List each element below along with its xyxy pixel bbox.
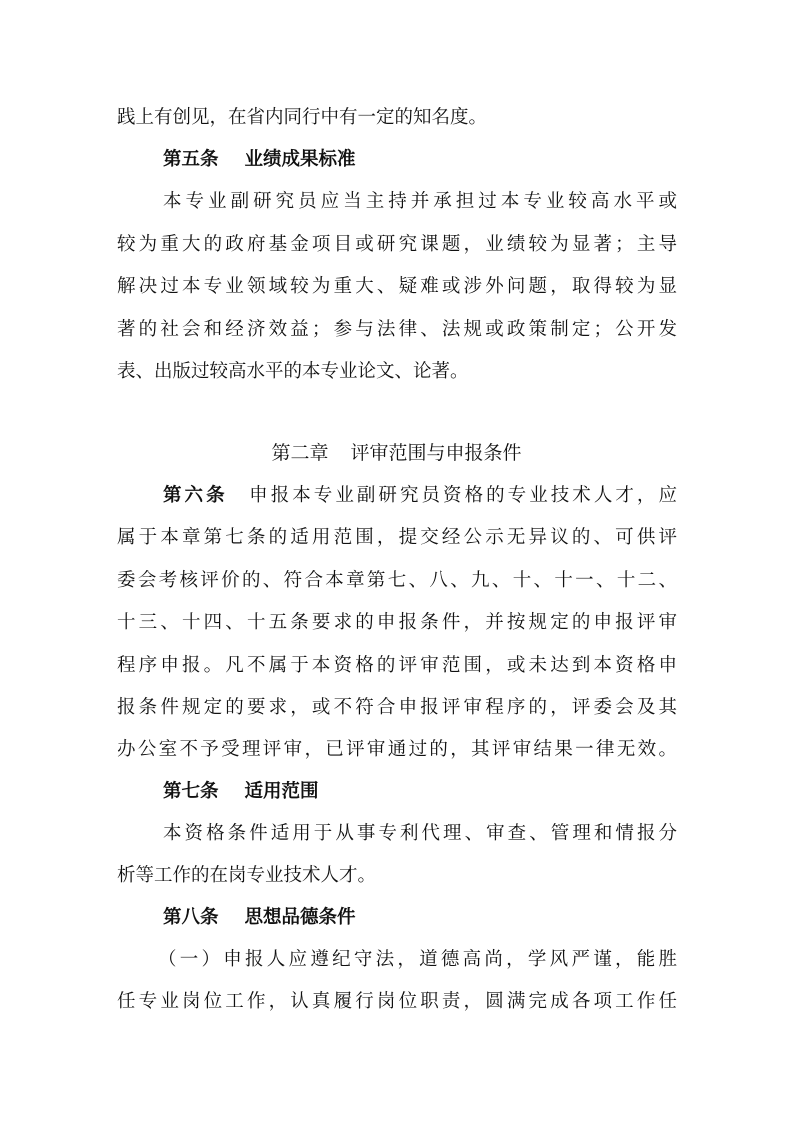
article-label: 第六条 (163, 485, 228, 506)
article-label: 第七条 (163, 781, 219, 802)
paragraph-line: 十三、十四、十五条要求的申报条件，并按规定的申报评审 (117, 612, 677, 633)
paragraph-line: 解决过本专业领域较为重大、疑难或涉外问题，取得较为显 (117, 276, 677, 297)
article-8-heading (163, 906, 356, 930)
article-label: 第五条 (163, 149, 219, 170)
chapter-label: 第二章 (271, 442, 329, 464)
paragraph-line: 析等工作的在岗专业技术人才。 (117, 865, 377, 886)
paragraph-line: 程序申报。凡不属于本资格的评审范围，或未达到本资格申 (117, 655, 677, 676)
paragraph-line: 著的社会和经济效益；参与法律、法规或政策制定；公开发 (117, 319, 677, 340)
chapter-heading (0, 441, 793, 465)
paragraph-line: 办公室不予受理评审，已评审通过的，其评审结果一律无效。 (117, 739, 677, 760)
paragraph-line: 践上有创见，在省内同行中有一定的知名度。 (117, 107, 488, 128)
paragraph-text: 申报本专业副研究员资格的专业技术人才，应 (249, 485, 677, 506)
chapter-title: 评审范围与申报条件 (350, 442, 522, 464)
article-5-heading (163, 148, 356, 172)
paragraph-line: （一）申报人应遵纪守法，道德高尚，学风严谨，能胜 (158, 949, 677, 970)
paragraph-line: 较为重大的政府基金项目或研究课题，业绩较为显著；主导 (117, 234, 677, 255)
article-label: 第八条 (163, 907, 219, 928)
article-title: 适用范围 (244, 781, 319, 802)
paragraph-line: 任专业岗位工作，认真履行岗位职责，圆满完成各项工作任 (117, 991, 677, 1012)
paragraph-line: 报条件规定的要求，或不符合申报评审程序的，评委会及其 (117, 697, 677, 718)
article-title: 思想品德条件 (244, 907, 356, 928)
paragraph-line: 本专业副研究员应当主持并承担过本专业较高水平或 (163, 191, 677, 212)
paragraph-line: 表、出版过较高水平的本专业论文、论著。 (117, 361, 469, 382)
article-6-first-line (163, 484, 677, 508)
paragraph-line: 属于本章第七条的适用范围，提交经公示无异议的、可供评 (117, 527, 677, 548)
paragraph-line: 委会考核评价的、符合本章第七、八、九、十、十一、十二、 (117, 570, 677, 591)
article-7-heading (163, 780, 319, 804)
article-title: 业绩成果标准 (244, 149, 356, 170)
paragraph-line: 本资格条件适用于从事专利代理、审查、管理和情报分 (163, 823, 677, 844)
